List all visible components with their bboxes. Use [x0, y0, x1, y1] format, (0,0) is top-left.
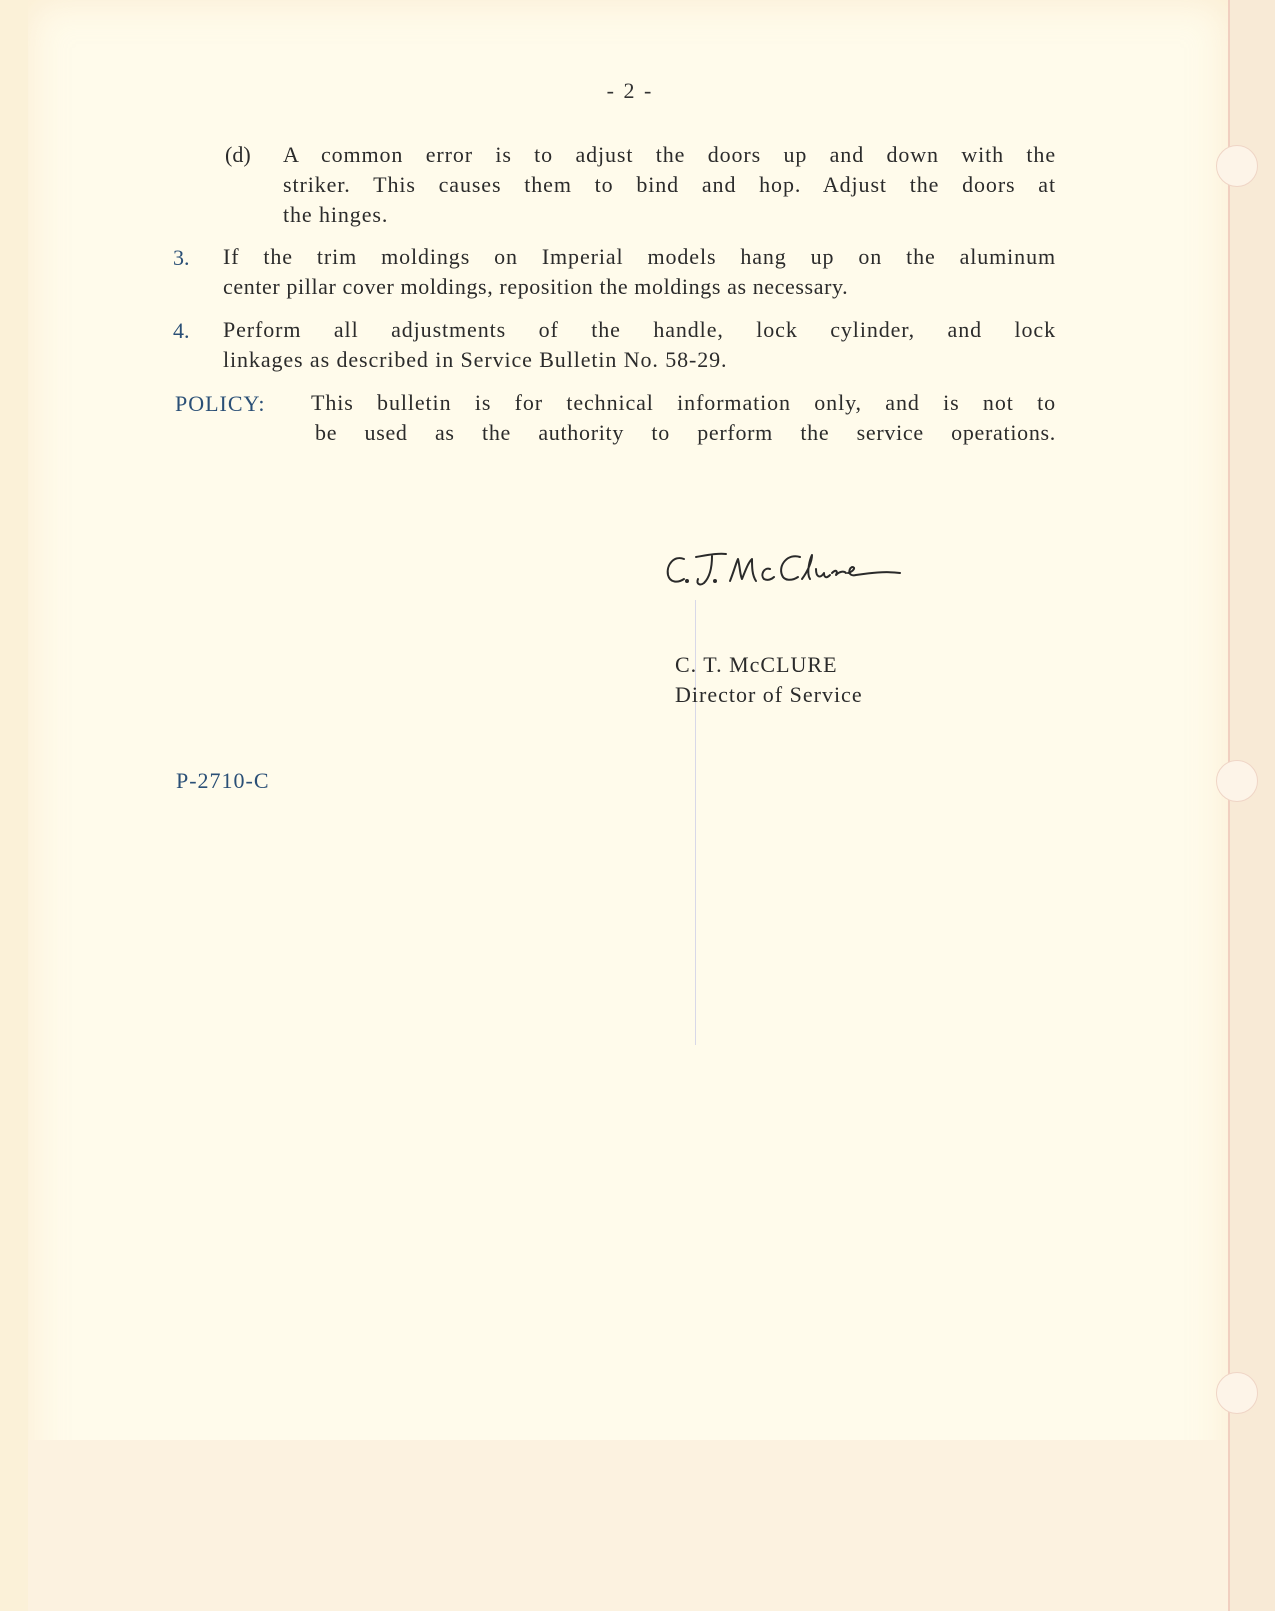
item-d-line-3: the hinges. — [283, 202, 389, 227]
punch-hole-middle — [1216, 760, 1258, 802]
handwritten-signature — [660, 545, 910, 600]
page-left-edge — [0, 0, 28, 1611]
item-4-line-1: Perform all adjustments of the handle, lock cylinder, and lock — [223, 317, 1056, 342]
item-3-line-1: If the trim moldings on Imperial models hang up on the aluminum — [223, 244, 1056, 269]
item-3-marker: 3. — [173, 245, 190, 270]
bottom-discoloration — [28, 1440, 1228, 1611]
item-d-line-2: striker. This causes them to bind and hop. Adjust the doors at — [283, 172, 1056, 197]
item-4-marker: 4. — [173, 318, 190, 343]
signatory-title: Director of Service — [675, 682, 863, 707]
signatory-name: C. T. McCLURE — [675, 652, 838, 677]
item-3-text — [223, 242, 1056, 302]
item-d-marker: (d) — [225, 142, 251, 167]
page-right-edge — [1228, 0, 1275, 1611]
punch-hole-bottom — [1216, 1372, 1258, 1414]
item-d-line-1: A common error is to adjust the doors up and down with the — [283, 142, 1056, 167]
item-d-text — [283, 140, 1056, 230]
item-3-line-2: center pillar cover moldings, reposition the moldings as necessary. — [223, 274, 849, 299]
policy-line-2: be used as the authority to perform the service operations. — [315, 420, 1056, 445]
page-number: - 2 - — [606, 78, 654, 103]
punch-hole-top — [1216, 145, 1258, 187]
document-reference: P-2710-C — [176, 768, 270, 793]
signatory-block — [675, 650, 863, 710]
policy-label: POLICY: — [175, 391, 266, 416]
policy-text — [311, 388, 1056, 448]
policy-line-1: This bulletin is for technical information only, and is not to — [311, 390, 1056, 415]
item-4-line-2: linkages as described in Service Bulletin No. 58-29. — [223, 347, 728, 372]
item-4-text — [223, 315, 1056, 375]
